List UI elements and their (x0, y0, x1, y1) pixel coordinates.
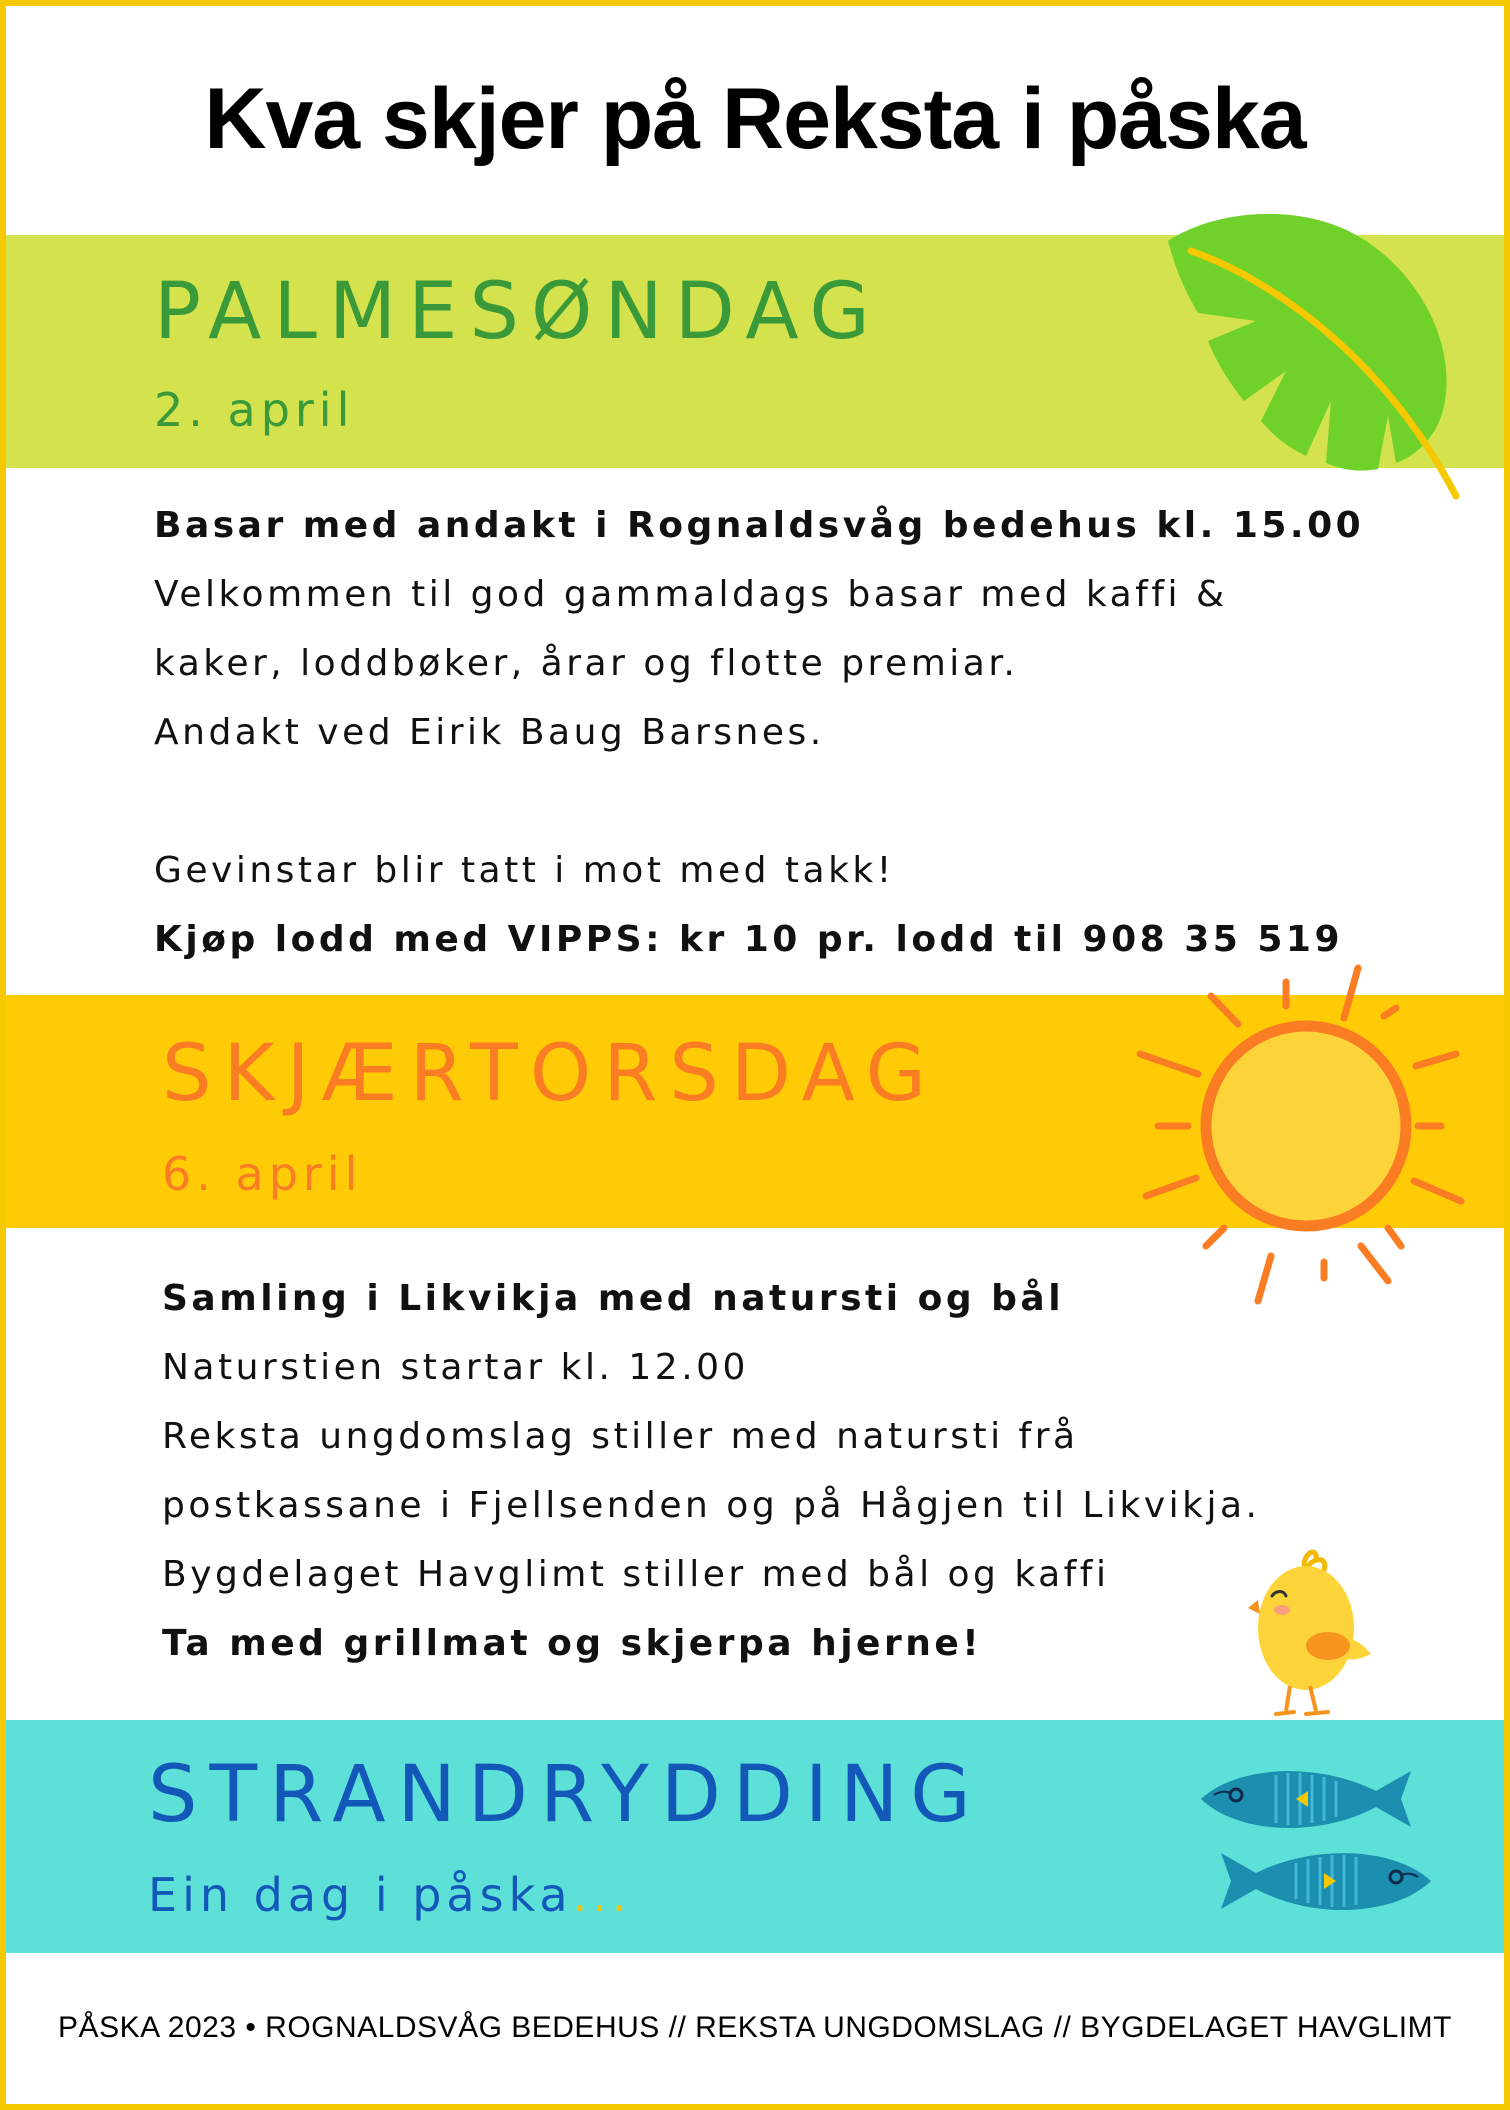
page-title: Kva skjer på Reksta i påska (204, 71, 1306, 167)
maundy-thursday-date: 6. april (162, 1147, 363, 1201)
monstera-leaf-icon (1156, 201, 1476, 511)
fish-icon (1196, 1761, 1436, 1931)
body-line: kaker, loddbøker, årar og flotte premiar. (154, 643, 1019, 684)
body-line: Kjøp lodd med VIPPS: kr 10 pr. lodd til 908 35 519 (154, 919, 1344, 960)
beach-cleanup-heading: STRANDRYDDING (148, 1750, 983, 1840)
body-line: postkassane i Fjellsenden og på Hågjen til Likvikja. (162, 1485, 1261, 1526)
body-line: Reksta ungdomslag stiller med natursti frå (162, 1416, 1079, 1457)
body-line: Naturstien startar kl. 12.00 (162, 1347, 749, 1388)
maundy-thursday-body (162, 1264, 1261, 1678)
palm-sunday-date: 2. april (154, 383, 355, 437)
ellipsis: ... (572, 1868, 632, 1922)
body-line: Ta med grillmat og skjerpa hjerne! (162, 1623, 983, 1664)
palm-sunday-heading: PALMESØNDAG (154, 267, 882, 357)
body-line: Andakt ved Eirik Baug Barsnes. (154, 712, 825, 753)
body-line: Gevinstar blir tatt i mot med takk! (154, 850, 895, 891)
body-line: Samling i Likvikja med natursti og bål (162, 1278, 1065, 1319)
body-line: Bygdelaget Havglimt stiller med bål og kaffi (162, 1554, 1110, 1595)
footer: PÅSKA 2023 • ROGNALDSVÅG BEDEHUS // REKSTA UNGDOMSLAG // BYGDELAGET HAVGLIMT (58, 2011, 1452, 2044)
palm-sunday-body (154, 491, 1364, 974)
sun-icon (1126, 956, 1506, 1316)
beach-cleanup-date-text: Ein dag i påska (148, 1868, 573, 1922)
body-line (154, 767, 1364, 836)
body-line: Velkommen til god gammaldags basar med kaffi & (154, 574, 1228, 615)
body-line: Basar med andakt i Rognaldsvåg bedehus kl. 15.00 (154, 505, 1365, 546)
chick-icon (1246, 1546, 1386, 1721)
beach-cleanup-date (148, 1868, 632, 1922)
maundy-thursday-heading: SKJÆRTORSDAG (162, 1029, 939, 1119)
